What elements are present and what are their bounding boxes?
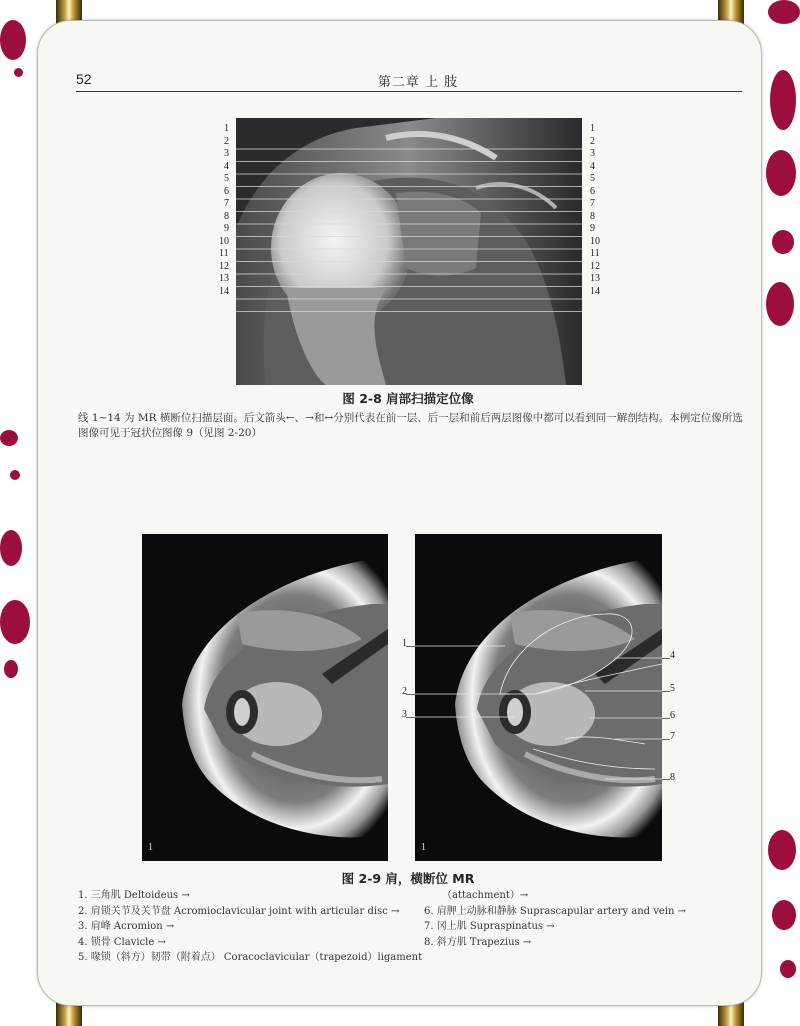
scan-label: 8: [224, 210, 229, 222]
scan-label: 1: [590, 123, 595, 134]
scan-label: 6: [590, 185, 595, 197]
legend-item: 8. 斜方肌 Trapezius →: [424, 936, 532, 948]
panel-number: 1: [421, 842, 426, 853]
scan-label: 9: [590, 223, 595, 234]
legend-item: 2. 肩锁关节及关节盘 Acromioclavicular joint with articular disc →: [78, 905, 400, 917]
scan-label: 2: [590, 135, 595, 147]
scan-label: 14: [590, 285, 600, 297]
structure-label: 2: [402, 686, 407, 697]
leader-line: [406, 646, 416, 647]
legend-left-column: [78, 888, 422, 966]
legend-item: （attachment）→: [442, 890, 529, 901]
scan-label: 13: [590, 273, 600, 284]
legend-right-column: [424, 888, 686, 950]
scan-label: 10: [590, 235, 600, 247]
structure-label: 5: [670, 683, 675, 694]
scan-label: 4: [590, 160, 595, 172]
page-number: 52: [76, 71, 92, 87]
structure-label: 4: [670, 650, 675, 661]
figure-2-8-caption: 图 2-8 肩部扫描定位像: [342, 391, 474, 406]
scan-label: 11: [590, 248, 600, 259]
scan-label: 12: [219, 260, 229, 272]
legend-item: 7. 冈上肌 Supraspinatus →: [424, 921, 555, 932]
scan-label: 10: [219, 235, 229, 247]
scan-label: 5: [590, 173, 595, 184]
shoulder-localizer-image: [236, 118, 582, 385]
axial-mr-right-image: [415, 534, 662, 861]
leader-line: [406, 717, 416, 718]
book-page: [37, 20, 762, 1006]
scan-label: 7: [224, 198, 229, 209]
leader-line: [406, 694, 416, 695]
leader-line: [662, 718, 670, 719]
scan-label: 4: [224, 160, 229, 172]
figure-2-9-caption: 图 2-9 肩，横断位 MR: [341, 871, 475, 886]
scan-label: 11: [219, 248, 229, 259]
leader-line: [662, 658, 670, 659]
scan-label: 13: [219, 273, 229, 284]
structure-label: 6: [670, 710, 675, 721]
scan-label: 12: [590, 260, 600, 272]
scan-label: 3: [224, 148, 229, 159]
structure-label: 3: [402, 709, 407, 720]
legend-item: 3. 肩峰 Acromion →: [78, 921, 175, 932]
scan-label: 6: [224, 185, 229, 197]
scan-label: 5: [224, 173, 229, 184]
legend-item: 4. 锁骨 Clavicle →: [78, 936, 166, 948]
scan-label: 7: [590, 198, 595, 209]
chapter-header: 第二章 上 肢: [377, 75, 459, 90]
panel-number: 1: [148, 842, 153, 853]
leader-line: [662, 691, 670, 692]
scan-label: 8: [590, 210, 595, 222]
structure-label: 8: [670, 772, 675, 783]
leader-line: [662, 739, 670, 740]
structure-label: 1: [402, 638, 407, 649]
header-rule: [76, 91, 742, 92]
scan-label: 9: [224, 223, 229, 234]
axial-mr-left-image: [142, 534, 388, 861]
leader-line: [662, 779, 670, 780]
structure-label: 7: [670, 731, 675, 742]
legend-item: 1. 三角肌 Deltoideus →: [78, 890, 190, 901]
scan-label: 2: [224, 135, 229, 147]
scan-label: 1: [224, 123, 229, 134]
legend-item: 6. 肩胛上动脉和静脉 Suprascapular artery and vein →: [424, 905, 687, 917]
figure-2-8-note: 线 1~14 为 MR 横断位扫描层面。后文箭头←、→和↔分别代表在前一层、后一层和前后两层图像中都可以看到同一解剖结构。本例定位像所选图像可见于冠状位图像 9（见图 2-20）: [78, 412, 743, 439]
scan-label: 3: [590, 148, 595, 159]
scan-label: 14: [219, 285, 229, 297]
legend-item: 5. 喙锁（斜方）韧带（附着点） Coracoclavicular（trapezoid）ligament: [78, 952, 423, 963]
